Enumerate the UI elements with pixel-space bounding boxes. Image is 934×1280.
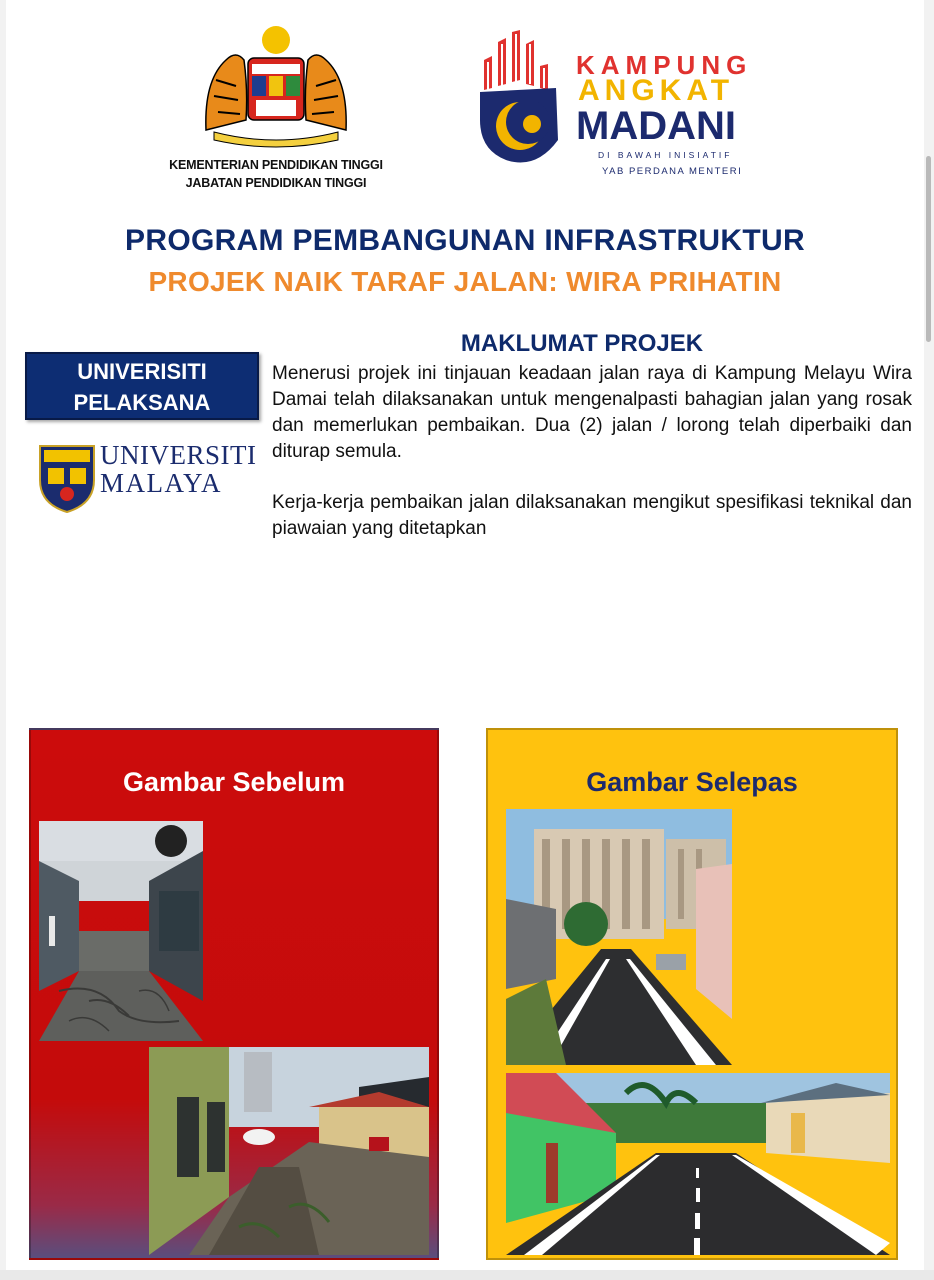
angkat-text: ANGKAT: [578, 74, 735, 107]
scrollbar-thumb[interactable]: [926, 156, 931, 342]
after-photo-2: [506, 1073, 890, 1255]
poster-page: [6, 0, 924, 1270]
bottom-edge: [0, 1270, 934, 1280]
project-info-heading: MAKLUMAT PROJEK: [460, 330, 704, 357]
sub-title: PROJEK NAIK TARAF JALAN: WIRA PRIHATIN: [148, 266, 782, 297]
project-specification-note: Kerja-kerja pembaikan jalan dilaksanakan mengikut spesifikasi teknikal dan piawaian yang ditetapkan: [272, 492, 912, 539]
after-photo-1: [506, 809, 732, 1065]
madani-hand-icon: [476, 30, 566, 170]
before-photo-1: [39, 821, 203, 1041]
universiti-malaya-logo: [38, 440, 268, 520]
department-name: JABATAN PENDIDIKAN TINGGI: [185, 176, 367, 190]
project-description: Menerusi projek ini tinjauan keadaan jalan raya di Kampung Melayu Wira Damai telah dilaksanakan untuk mengenalpasti bahagian jalan yang rosak dan memerlukan pembaikan. Dua (2) jalan / lorong telah diperbaiki dan diturap semula.: [272, 363, 912, 462]
uni-name-line-2: MALAYA: [100, 468, 223, 498]
before-title: Gambar Sebelum: [122, 767, 346, 797]
after-photos-panel: [486, 728, 898, 1260]
kampung-angkat-madani-logo: [476, 30, 786, 190]
prime-minister-text: YAB PERDANA MENTERI: [602, 166, 743, 177]
initiative-text: DI BAWAH INISIATIF: [598, 150, 733, 160]
implementing-university-label: [25, 352, 259, 420]
after-title: Gambar Selepas: [586, 767, 798, 797]
main-title: PROGRAM PEMBANGUNAN INFRASTRUKTUR: [125, 224, 805, 257]
madani-text: MADANI: [576, 104, 736, 148]
label-line-1: UNIVERISITI: [77, 359, 207, 384]
before-photo-2: [149, 1047, 429, 1255]
scrollbar[interactable]: [924, 0, 934, 1280]
ministry-name: KEMENTERIAN PENDIDIKAN TINGGI: [169, 158, 383, 172]
label-line-2: PELAKSANA: [73, 390, 211, 415]
ministry-logo: [146, 20, 406, 195]
um-crest-icon: [38, 444, 96, 514]
kampung-text: KAMPUNG: [576, 50, 753, 80]
coat-of-arms-icon: [196, 20, 356, 150]
uni-name-line-1: UNIVERSITI: [100, 440, 257, 470]
before-photos-panel: [29, 728, 439, 1260]
